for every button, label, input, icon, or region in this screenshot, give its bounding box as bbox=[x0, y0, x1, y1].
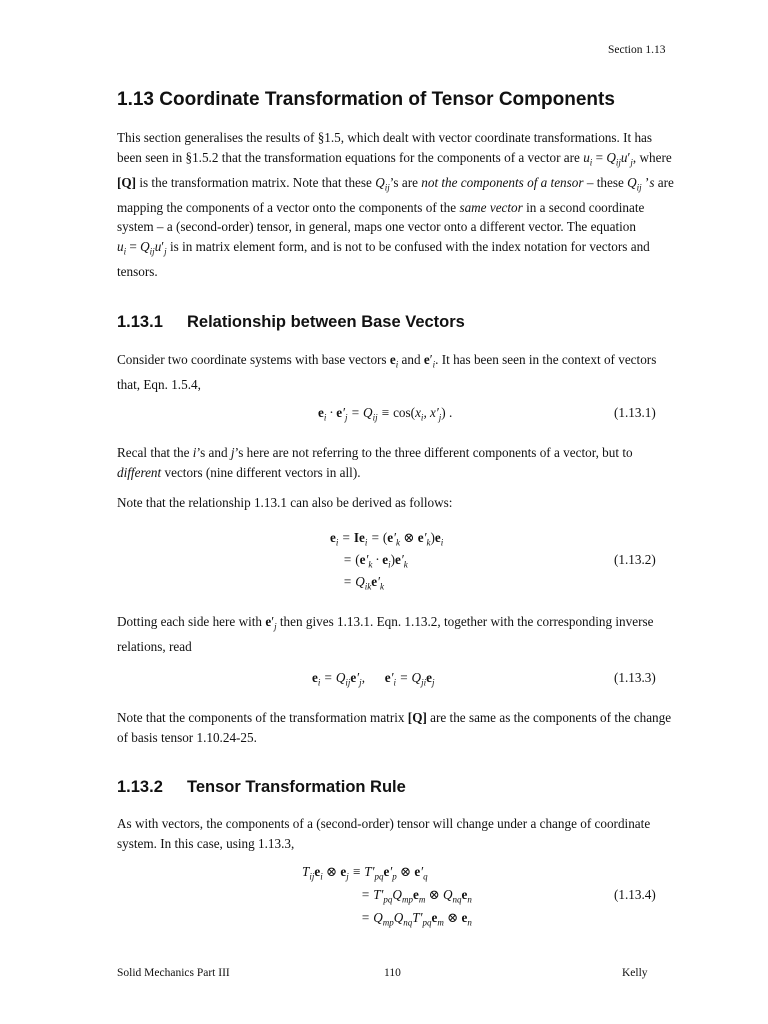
equation-1-13-3: $e_i = Q_{ij}e'_j$, $e'_i = Q_{ji}e_j$ bbox=[312, 670, 435, 688]
footer-course: Solid Mechanics Part III bbox=[117, 967, 230, 979]
matrix-Q: [Q] bbox=[117, 174, 137, 190]
paragraph: Recal that the i’s and j’s here are not referring to the three different components of a vector, but to different vectors (nine different vectors in all). bbox=[117, 445, 633, 480]
text: Dotting each side here with bbox=[117, 614, 263, 629]
paragraph: Note that the components of the transformation matrix [Q] are the same as the components of the change of basis tensor 1.10.24-25. bbox=[117, 710, 672, 745]
paragraph: As with vectors, the components of a (second-order) tensor will change under a change of coordinate system. In this case, using 1.13.3, bbox=[117, 816, 651, 851]
subsection-heading-2 bbox=[117, 778, 406, 797]
intro-text-6: are mapping the components of a vector onto the components of the bbox=[117, 174, 674, 215]
intro-text-3: is the transformation matrix. Note that these bbox=[139, 174, 372, 190]
equation-1-13-4-line-3: = $Q_{mp}Q_{nq}T'_{pq}e_m$ ⊗ $e_n$ bbox=[361, 910, 472, 928]
text: Recal that the bbox=[117, 445, 190, 460]
text: Note that the components of the transformation matrix bbox=[117, 710, 405, 725]
intro-text-1: This section generalises the results of §1.5, which dealt with vector coordinate transformations. It has been seen in §1.5.2 that the transformation equations for the components of a vector are bbox=[117, 130, 653, 165]
intro-text-5: – these bbox=[586, 174, 624, 190]
text: vectors (nine different vectors in all). bbox=[164, 464, 361, 480]
subsection-heading-1 bbox=[117, 313, 465, 332]
running-header: Section 1.13 bbox=[608, 44, 666, 56]
intro-paragraph: This section generalises the results of §1.5, which dealt with vector coordinate transformations. It has been seen in §1.5.2 that the transformation equations for the components of a vector are $u_i = Q_{ij}u'_j$, where [Q] is the transformation matrix. Note that these $Q_{ij}’s$ are not the components of a tensor – these $Q_{ij}$ ’s are mapping the components of a vector onto the components of the same vector in a second coordinate system – a (second-order) tensor, in general, maps one vector onto a different vector. The equation $u_i = Q_{ij}u'_j$ is in matrix element form, and is not to be confused with the index notation for vectors and tensors. bbox=[117, 130, 674, 279]
text: Consider two coordinate systems with base vectors bbox=[117, 352, 387, 367]
intro-text-7: in a second coordinate system – a (second-order) tensor, in general, maps one vector onto a different vector. The equation bbox=[117, 199, 645, 235]
equation-1-13-2-line-1: $e_i = Ie_i = (e'_k$ ⊗ $e'_k)e_i$ bbox=[330, 530, 444, 548]
equation-1-13-4-line-1: $T_{ij}e_i$ ⊗ $e_j \equiv T'_{pq}e'_p$ ⊗ $e'_q$ bbox=[302, 864, 428, 882]
footer-author: Kelly bbox=[622, 967, 648, 979]
subsection-title: Tensor Transformation Rule bbox=[187, 778, 406, 796]
equation-number: (1.13.2) bbox=[614, 552, 656, 567]
emphasis: different bbox=[117, 464, 162, 480]
subsection-title: Relationship between Base Vectors bbox=[187, 313, 465, 331]
paragraph: Consider two coordinate systems with base vectors $e_i$ and $e'_i$. It has been seen in the context of vectors that, Eqn. 1.5.4, bbox=[117, 352, 657, 393]
equation-number: (1.13.4) bbox=[614, 887, 656, 902]
subsection-number: 1.13.1 bbox=[117, 313, 163, 331]
paragraph: Note that the relationship 1.13.1 can also be derived as follows: bbox=[117, 495, 453, 510]
inline-equation: $u_i = Q_{ij}u'_j$ bbox=[117, 238, 167, 257]
equation-1-13-2-line-3: = $Q_{ik}e'_k$ bbox=[343, 574, 384, 592]
text: ’s here are not referring to the three different components of a vector, but to bbox=[234, 445, 633, 460]
subsection-number: 1.13.2 bbox=[117, 778, 163, 796]
equation-number: (1.13.3) bbox=[614, 670, 656, 685]
intro-text-4: ’s are bbox=[389, 174, 418, 190]
intro-emphasis-1: not the components of a tensor bbox=[421, 174, 584, 190]
equation-1-13-2-line-2: = $(e'_k \cdot e_i)e'_k$ bbox=[343, 552, 408, 570]
footer-page-number: 110 bbox=[384, 967, 401, 979]
section-title: 1.13 Coordinate Transformation of Tensor Components bbox=[117, 89, 615, 110]
intro-text-2: , where bbox=[632, 149, 672, 165]
text: ’s and bbox=[196, 445, 228, 460]
text: are the same as the components of the change of basis tensor 1.10.24-25. bbox=[117, 710, 672, 745]
text: then gives 1.13.1. Eqn. 1.13.2, together with the corresponding inverse relations, read bbox=[117, 614, 654, 655]
inline-equation: $u_i = Q_{ij}u'_j$ bbox=[583, 149, 633, 168]
intro-emphasis-2: same vector bbox=[459, 199, 523, 215]
equation-1-13-1: $e_i \cdot e'_j = Q_{ij} \equiv \cos(x_i$, $x'_j$) . bbox=[318, 405, 453, 423]
equation-1-13-4-line-2: = $T'_{pq}Q_{mp}e_m$ ⊗ $Q_{nq}e_n$ bbox=[361, 887, 472, 905]
intro-text-8: is in matrix element form, and is not to be confused with the index notation for vectors and tensors. bbox=[117, 238, 650, 279]
equation-number: (1.13.1) bbox=[614, 405, 656, 420]
text: . It has been seen in the context of vectors that, Eqn. 1.5.4, bbox=[117, 352, 657, 393]
paragraph: Dotting each side here with $e'_j$ then gives 1.13.1. Eqn. 1.13.2, together with the corresponding inverse relations, read bbox=[117, 614, 654, 655]
text: and bbox=[401, 352, 421, 367]
